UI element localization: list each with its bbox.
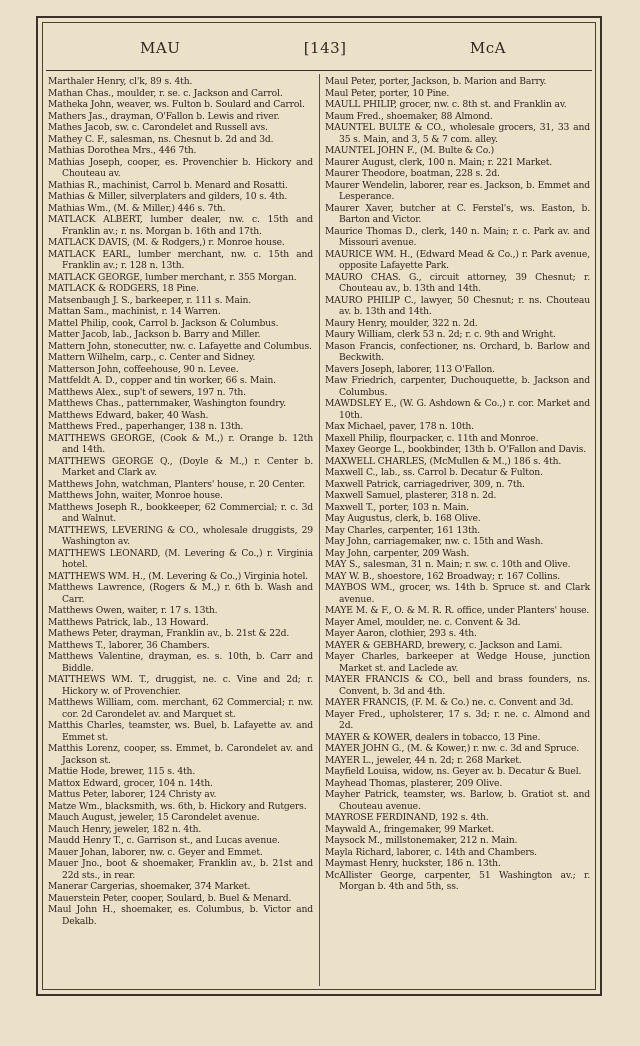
directory-entry: Mayer Charles, barkeeper at Wedge House, junction Market st. and Laclede av. bbox=[325, 651, 590, 674]
directory-entry: Manerar Cargerias, shoemaker, 374 Market. bbox=[48, 881, 251, 892]
directory-entry: Mason Francis, confectioner, ns. Orchard, b. Barlow and Beckwith. bbox=[325, 340, 590, 363]
directory-entry: Matthis Charles, teamster, ws. Buel, b. Lafayette av. and Emmet st. bbox=[48, 720, 313, 743]
directory-entry: Matthews Joseph R., bookkeeper, 62 Commercial; r. c. 3d and Walnut. bbox=[48, 501, 313, 524]
directory-entry: Maul Peter, porter, Jackson, b. Marion and Barry. bbox=[325, 76, 547, 87]
directory-entry: Maysock M., millstonemaker, 212 n. Main. bbox=[325, 835, 518, 846]
directory-entry: Maw Friedrich, carpenter, Duchouquette, b. Jackson and Columbus. bbox=[325, 375, 590, 398]
directory-entry: Marthaler Henry, cl'k, 89 s. 4th. bbox=[48, 76, 193, 87]
directory-entry: Max Michael, paver, 178 n. 10th. bbox=[325, 421, 474, 432]
directory-entry: MAUNTEL JOHN F., (M. Bulte & Co.) bbox=[325, 145, 495, 156]
directory-entry: Maymast Henry, huckster, 186 n. 13th. bbox=[325, 858, 501, 869]
directory-entry: Mavers Joseph, laborer, 113 O'Fallon. bbox=[325, 363, 495, 375]
directory-entry: Maul John H., shoemaker, es. Columbus, b. Victor and Dekalb. bbox=[48, 904, 313, 927]
directory-entry: MATLACK & RODGERS, 18 Pine. bbox=[48, 283, 199, 294]
header-rule bbox=[46, 70, 592, 71]
directory-entry: Mattox Edward, grocer, 104 n. 14th. bbox=[48, 777, 213, 789]
directory-entry: Maurer Wendelin, laborer, rear es. Jackson, b. Emmet and Lesperance. bbox=[325, 179, 590, 202]
directory-entry: Mathes Jacob, sw. c. Carondelet and Russell avs. bbox=[48, 122, 268, 133]
directory-entry: Mayer Amel, moulder, ne. c. Convent & 3d. bbox=[325, 616, 521, 628]
directory-entry: Mayer Aaron, clothier, 293 s. 4th. bbox=[325, 628, 477, 639]
directory-entry: May John, carpenter, 209 Wash. bbox=[325, 547, 470, 559]
directory-entry: Matthews Valentine, drayman, es. s. 10th, b. Carr and Biddle. bbox=[48, 651, 313, 674]
directory-entry: Maxell Philip, flourpacker, c. 11th and Monroe. bbox=[325, 432, 539, 444]
directory-entry: Mattie Hode, brewer, 115 s. 4th. bbox=[48, 766, 196, 777]
directory-entry: MAXWELL CHARLES, (McMullen & M.,) 186 s. 4th. bbox=[325, 455, 562, 467]
directory-entry: Matthews T., laborer, 36 Chambers. bbox=[48, 639, 210, 651]
directory-entry: Maurer Xaver, butcher at C. Ferstel's, ws. Easton, b. Barton and Victor. bbox=[325, 202, 590, 225]
right-guide-word: McA bbox=[469, 39, 506, 57]
directory-entry: Matheka John, weaver, ws. Fulton b. Soulard and Carrol. bbox=[48, 99, 305, 110]
directory-entry: Maxey George L., bookbinder, 13th b. O'Fallon and Davis. bbox=[325, 444, 587, 455]
directory-entry: Mathey C. F., salesman, ns. Chesnut b. 2d and 3d. bbox=[48, 133, 274, 145]
directory-entry: McAllister George, carpenter, 51 Washington av.; r. Morgan b. 4th and 5th, ss. bbox=[325, 869, 590, 892]
directory-entry: MATTHEWS LEONARD, (M. Levering & Co.,) r. Virginia hotel. bbox=[48, 547, 313, 570]
directory-entry: Mathias R., machinist, Carrol b. Menard and Rosatti. bbox=[48, 179, 288, 191]
directory-entry: Mayer Fred., upholsterer, 17 s. 3d; r. ne. c. Almond and 2d. bbox=[325, 708, 590, 731]
directory-entry: MAYER JOHN G., (M. & Kower,) r. nw. c. 3d and Spruce. bbox=[325, 743, 580, 754]
directory-entry: MAYER & GEBHARD, brewery, c. Jackson and Lami. bbox=[325, 639, 563, 651]
directory-entry: Mattern Wilhelm, carp., c. Center and Sidney. bbox=[48, 352, 256, 363]
directory-entry: MATTHEWS, LEVERING & CO., wholesale druggists, 29 Washington av. bbox=[48, 524, 313, 547]
directory-entry: Mathers Jas., drayman, O'Fallon b. Lewis and river. bbox=[48, 110, 280, 122]
directory-entry: Maurice Thomas D., clerk, 140 n. Main; r. c. Park av. and Missouri avenue. bbox=[325, 225, 590, 248]
directory-entry: Maum Fred., shoemaker, 88 Almond. bbox=[325, 110, 493, 122]
directory-entry: MAURO CHAS. G., circuit attorney, 39 Chesnut; r. Chouteau av., b. 13th and 14th. bbox=[325, 271, 590, 294]
directory-entry: Mayla Richard, laborer, c. 14th and Chambers. bbox=[325, 846, 537, 858]
directory-entry: MATTHEWS WM. T., druggist, ne. c. Vine and 2d; r. Hickory w. of Provenchier. bbox=[48, 674, 313, 697]
directory-entry: Maxwell T., porter, 103 n. Main. bbox=[325, 501, 469, 513]
directory-entry: MAURICE WM. H., (Edward Mead & Co.,) r. Park avenue, opposite Lafayette Park. bbox=[325, 248, 590, 271]
directory-entry: Mathan Chas., moulder, r. se. c. Jackson and Carrol. bbox=[48, 87, 283, 99]
directory-entry: MAULL PHILIP, grocer, nw. c. 8th st. and Franklin av. bbox=[325, 99, 567, 110]
directory-entry: Mayher Patrick, teamster, ws. Barlow, b. Gratiot st. and Chouteau avenue. bbox=[325, 789, 590, 812]
directory-entry: Matthews Edward, baker, 40 Wash. bbox=[48, 409, 209, 421]
directory-entry: Matthews Alex., sup't of sewers, 197 n. 7th. bbox=[48, 386, 246, 398]
directory-entry: MAYBOS WM., grocer, ws. 14th b. Spruce st. and Clark avenue. bbox=[325, 582, 590, 605]
directory-entry: MAUNTEL BULTE & CO., wholesale grocers, 31, 33 and 35 s. Main, and 3, 5 & 7 com. alley. bbox=[325, 122, 590, 145]
directory-entry: MAYER FRANCIS & CO., bell and brass founders, ns. Convent, b. 3d and 4th. bbox=[325, 674, 590, 697]
directory-entry: Maxwell Samuel, plasterer, 318 n. 2d. bbox=[325, 490, 497, 501]
page-number: [143] bbox=[303, 39, 347, 57]
directory-columns bbox=[44, 74, 594, 986]
directory-entry: MAURO PHILIP C., lawyer, 50 Chesnut; r. ns. Chouteau av. b. 13th and 14th. bbox=[325, 294, 590, 317]
directory-entry: MATTHEWS GEORGE Q., (Doyle & M.,) r. Center b. Market and Clark av. bbox=[48, 455, 313, 478]
directory-entry: Mathias Joseph, cooper, es. Provenchier b. Hickory and Chouteau av. bbox=[48, 156, 313, 179]
directory-entry: May John, carriagemaker, nw. c. 15th and Wash. bbox=[325, 536, 544, 547]
directory-entry: Maudd Henry T., c. Garrison st., and Lucas avenue. bbox=[48, 835, 280, 846]
directory-entry: Matthews Owen, waiter, r. 17 s. 13th. bbox=[48, 605, 218, 616]
directory-entry: Mayfield Louisa, widow, ns. Geyer av. b. Decatur & Buel. bbox=[325, 766, 582, 777]
directory-entry: Matthews Lawrence, (Rogers & M.,) r. 6th b. Wash and Carr. bbox=[48, 582, 313, 605]
directory-entry: Matthews Chas., patternmaker, Washington foundry. bbox=[48, 398, 287, 409]
directory-entry: Matthis Lorenz, cooper, ss. Emmet, b. Carondelet av. and Jackson st. bbox=[48, 743, 313, 766]
directory-entry: Matter Jacob, lab., Jackson b. Barry and Miller. bbox=[48, 329, 261, 340]
directory-entry: Mathias Dorothea Mrs., 446 7th. bbox=[48, 145, 197, 156]
directory-entry: Maul Peter, porter, 10 Pine. bbox=[325, 87, 450, 99]
directory-entry: Matze Wm., blacksmith, ws. 6th, b. Hickory and Rutgers. bbox=[48, 800, 307, 812]
directory-entry: Maury William, clerk 53 n. 2d; r. c. 9th and Wright. bbox=[325, 329, 556, 340]
directory-entry: MATLACK EARL, lumber merchant, nw. c. 15th and Franklin av.; r. 128 n. 13th. bbox=[48, 248, 313, 271]
directory-entry: Maurer August, clerk, 100 n. Main; r. 221 Market. bbox=[325, 156, 553, 168]
directory-entry: MAYER & KOWER, dealers in tobacco, 13 Pine. bbox=[325, 731, 541, 743]
directory-entry: Mauer Johan, laborer, nw. c. Geyer and Emmet. bbox=[48, 846, 263, 858]
directory-entry: MATLACK DAVIS, (M. & Rodgers,) r. Monroe house. bbox=[48, 237, 285, 248]
directory-entry: Matsenbaugh J. S., barkeeper, r. 111 s. Main. bbox=[48, 294, 252, 306]
directory-entry: Matthews John, watchman, Planters' house, r. 20 Center. bbox=[48, 478, 306, 490]
directory-entry: Mattan Sam., machinist, r. 14 Warren. bbox=[48, 306, 221, 317]
directory-entry: Matthews Fred., paperhanger, 138 n. 13th. bbox=[48, 421, 244, 432]
directory-entry: Mathias & Miller, silverplaters and gilders, 10 s. 4th. bbox=[48, 191, 288, 202]
directory-entry: Maury Henry, moulder, 322 n. 2d. bbox=[325, 317, 478, 329]
directory-entry: Maxwell Patrick, carriagedriver, 309, n. 7th. bbox=[325, 478, 525, 490]
directory-entry: Maywald A., fringemaker, 99 Market. bbox=[325, 823, 495, 835]
directory-entry: Matthews John, waiter, Monroe house. bbox=[48, 490, 223, 501]
directory-entry: MAYE M. & F., O. & M. R. R. office, under Planters' house. bbox=[325, 605, 590, 616]
directory-entry: Mattfeldt A. D., copper and tin worker, 66 s. Main. bbox=[48, 375, 276, 386]
directory-entry: May Charles, carpenter, 161 13th. bbox=[325, 524, 481, 536]
directory-entry: MATTHEWS WM. H., (M. Levering & Co.,) Virginia hotel. bbox=[48, 570, 309, 582]
directory-entry: Mauch August, jeweler, 15 Carondelet avenue. bbox=[48, 812, 260, 823]
directory-entry: Mayhead Thomas, plasterer, 209 Olive. bbox=[325, 777, 503, 789]
directory-entry: Matterson John, coffeehouse, 90 n. Levee. bbox=[48, 363, 239, 375]
left-column bbox=[44, 74, 319, 986]
directory-entry: Maxwell C., lab., ss. Carrol b. Decatur & Fulton. bbox=[325, 467, 543, 478]
directory-entry: MATTHEWS GEORGE, (Cook & M.,) r. Orange b. 12th and 14th. bbox=[48, 432, 313, 455]
directory-entry: MATLACK ALBERT, lumber dealer, nw. c. 15th and Franklin av.; r. ns. Morgan b. 16th and 17th. bbox=[48, 214, 313, 237]
directory-entry: MAWDSLEY E., (W. G. Ashdown & Co.,) r. cor. Market and 10th. bbox=[325, 398, 590, 421]
directory-entry: Mauch Henry, jeweler, 182 n. 4th. bbox=[48, 823, 202, 835]
left-guide-word: MAU bbox=[140, 39, 181, 57]
directory-entry: Matthews William, com. merchant, 62 Commercial; r. nw. cor. 2d Carondelet av. and Marquet st. bbox=[48, 697, 313, 720]
directory-entry: Mattern John, stonecutter, nw. c. Lafayette and Columbus. bbox=[48, 340, 312, 352]
directory-entry: Mattus Peter, laborer, 124 Christy av. bbox=[48, 789, 217, 800]
directory-entry: Mathews Peter, drayman, Franklin av., b. 21st & 22d. bbox=[48, 628, 290, 639]
directory-entry: MAYER FRANCIS, (F. M. & Co.) ne. c. Convent and 3d. bbox=[325, 697, 574, 708]
directory-entry: Mauer Jno., boot & shoemaker, Franklin av., b. 21st and 22d sts., in rear. bbox=[48, 858, 313, 881]
directory-entry: MAY S., salesman, 31 n. Main; r. sw. c. 10th and Olive. bbox=[325, 559, 571, 570]
directory-entry: Maurer Theodore, boatman, 228 s. 2d. bbox=[325, 168, 500, 179]
directory-entry: MATLACK GEORGE, lumber merchant, r. 355 Morgan. bbox=[48, 271, 297, 283]
directory-entry: MAYROSE FERDINAND, 192 s. 4th. bbox=[325, 812, 489, 823]
page-frame bbox=[36, 16, 602, 996]
directory-entry: Mathias Wm., (M. & Miller,) 446 s. 7th. bbox=[48, 202, 226, 214]
directory-entry: Mauerstein Peter, cooper, Soulard, b. Buel & Menard. bbox=[48, 892, 292, 904]
page-header bbox=[44, 28, 594, 68]
directory-entry: MAY W. B., shoestore, 162 Broadway; r. 167 Collins. bbox=[325, 570, 561, 582]
directory-entry: May Augustus, clerk, b. 168 Olive. bbox=[325, 513, 481, 524]
directory-entry: Matthews Patrick, lab., 13 Howard. bbox=[48, 616, 209, 628]
directory-entry: Mattel Philip, cook, Carrol b. Jackson & Columbus. bbox=[48, 317, 279, 329]
directory-entry: MAYER L., jeweler, 44 n. 2d; r. 268 Market. bbox=[325, 754, 522, 766]
right-column bbox=[319, 74, 594, 986]
